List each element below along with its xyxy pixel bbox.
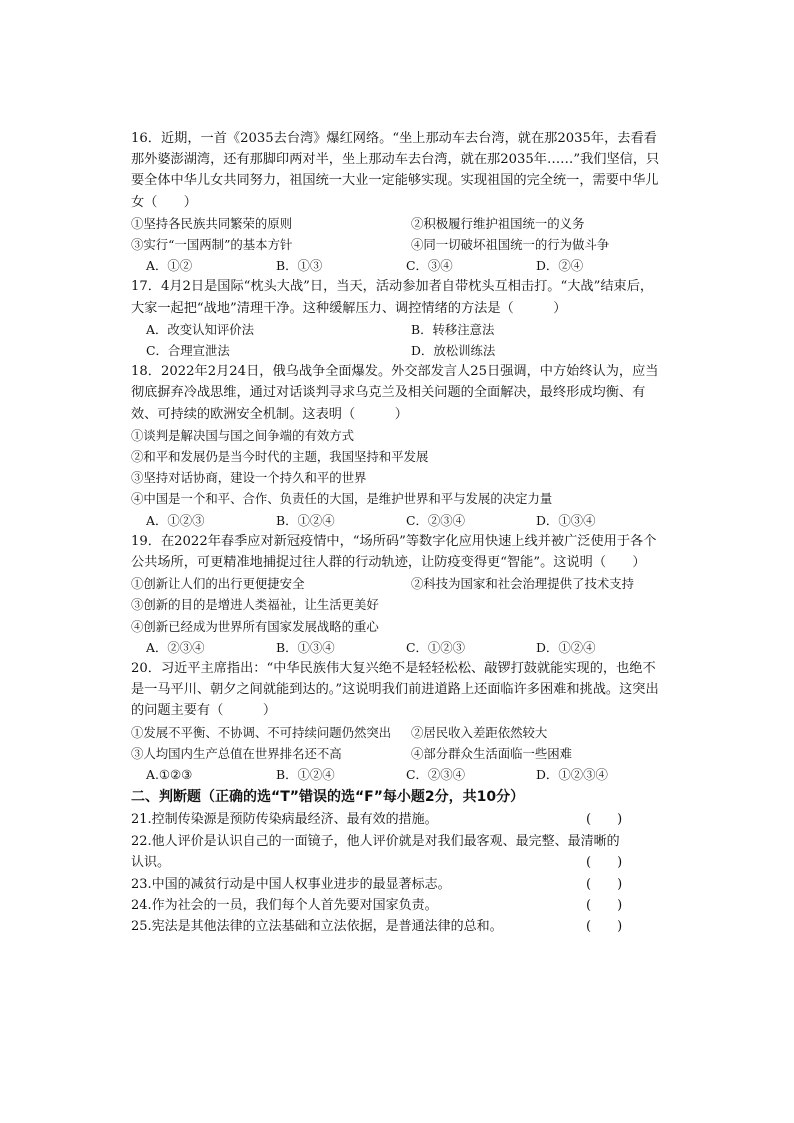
judge-item-25 (131, 916, 666, 937)
statement: ②和平和发展仍是当今时代的主题，我国坚持和平发展 (131, 449, 429, 465)
statement: ②积极履行维护祖国统一的义务 (411, 215, 585, 231)
question-20-options (131, 764, 666, 785)
question-16-statements-row-1 (131, 213, 666, 234)
question-17-options-row-2 (131, 340, 666, 361)
option-a: A．①②③ (146, 512, 205, 528)
option-b: B．转移注意法 (411, 321, 495, 337)
question-16-stem: 16．近期，一首《2035去台湾》爆红网络。“坐上那动车去台湾，就在那2035年，去看看那外婆澎湖湾，还有那脚印两对半，坐上那动车去台湾，就在那2035年……”我们坚信，只要全体中华儿女共同努力，祖国统一大业一定能够实现。实现祖国的完全统一，需要中华儿女（ ） (131, 131, 660, 210)
statement: ④同一切破坏祖国统一的行为做斗争 (411, 237, 610, 253)
option-c: C．②③④ (406, 512, 466, 528)
option-a: A．改变认知评价法 (146, 321, 255, 337)
answer-blank[interactable]: ( ) (586, 876, 623, 892)
option-d: D．①②④ (536, 639, 596, 655)
answer-blank[interactable]: ( ) (586, 855, 623, 871)
answer-blank[interactable]: ( ) (586, 919, 623, 935)
option-a: A．①② (146, 258, 193, 274)
question-20-stem: 20．习近平主席指出：“中华民族伟大复兴绝不是轻轻松松、敲锣打鼓就能实现的，也绝不是一马平川、朝夕之间就能到达的。”这说明我们前进道路上还面临许多困难和挑战。这突出的问题主要有（ ） (131, 661, 659, 719)
option-a: A.①②③ (146, 767, 193, 783)
judge-text-continued: 认识。 (131, 855, 171, 871)
question-19-options (131, 637, 666, 658)
question-20-statements-row-2 (131, 743, 666, 764)
judge-text: 22.他人评价是认识自己的一面镜子，他人评价就是对我们最客观、最完整、最清晰的 (131, 833, 620, 849)
option-d: D．①②③④ (536, 767, 608, 783)
statement: ①坚持各民族共同繁荣的原则 (131, 215, 293, 231)
statement: ①谈判是解决国与国之间争端的有效方式 (131, 427, 355, 443)
judge-item-22 (131, 831, 666, 852)
exam-page (131, 128, 666, 938)
option-b: B．①③④ (276, 639, 335, 655)
question-20-statements-row-1 (131, 722, 666, 743)
statement: ③人均国内生产总值在世界排名还不高 (131, 745, 342, 761)
option-c: C．③④ (406, 258, 453, 274)
statement: ③实行“一国两制”的基本方针 (131, 237, 293, 253)
option-a: A．②③④ (146, 639, 205, 655)
answer-blank[interactable]: ( ) (586, 897, 623, 913)
option-b: B．①②④ (276, 512, 335, 528)
statement: ④中国是一个和平、合作、负责任的大国，是维护世界和平与发展的决定力量 (131, 491, 553, 507)
option-c: C．合理宣泄法 (146, 343, 230, 359)
statement: ③坚持对话协商，建设一个持久和平的世界 (131, 470, 367, 486)
judge-item-24 (131, 895, 666, 916)
statement: ①发展不平衡、不协调、不可持续问题仍然突出 (131, 724, 392, 740)
judge-text: 21.控制传染源是预防传染病最经济、最有效的措施。 (131, 812, 438, 828)
judge-item-23 (131, 874, 666, 895)
option-d: D．①③④ (536, 512, 596, 528)
option-d: D．放松训练法 (411, 343, 496, 359)
question-18-options (131, 510, 666, 531)
judge-item-21 (131, 809, 666, 830)
option-b: B．①②④ (276, 767, 335, 783)
question-16-options (131, 255, 666, 276)
statement: ④创新已经成为世界所有国家发展战略的重心 (131, 618, 379, 634)
statement: ①创新让人们的出行更便捷安全 (131, 576, 305, 592)
option-b: B．①③ (276, 258, 323, 274)
question-16-statements-row-2 (131, 234, 666, 255)
option-c: C．①②③ (406, 639, 466, 655)
option-d: D．②④ (536, 258, 584, 274)
question-18-stem: 18．2022年2月24日，俄乌战争全面爆发。外交部发言人25日强调，中方始终认为，应当彻底摒弃冷战思维，通过对话谈判寻求乌克兰及相关问题的全面解决，最终形成均衡、有效、可持续的欧洲安全机制。这表明（ ） (131, 364, 659, 422)
question-17-options-row-1 (131, 319, 666, 340)
statement: ②居民收入差距依然较大 (411, 724, 548, 740)
answer-blank[interactable]: ( ) (586, 812, 623, 828)
judge-item-22-continued (131, 852, 666, 873)
question-19-stem: 19．在2022年春季应对新冠疫情中，“场所码”等数字化应用快速上线并被广泛使用于各个公共场所，可更精准地捕捉过往人群的行动轨迹，让防疫变得更“智能”。这说明（ ） (131, 533, 657, 571)
judge-text: 24.作为社会的一员，我们每个人首先要对国家负责。 (131, 897, 438, 913)
question-17-stem: 17．4月2日是国际“枕头大战”日，当天，活动参加者自带枕头互相击打。“大战”结束后，大家一起把“战地”清理干净。这种缓解压力、调控情绪的方法是（ ） (131, 279, 654, 316)
judge-text: 23.中国的减贫行动是中国人权事业进步的最显著标志。 (131, 876, 451, 892)
statement: ③创新的目的是增进人类福祉，让生活更美好 (131, 597, 379, 613)
judge-text: 25.宪法是其他法律的立法基础和立法依据，是普通法律的总和。 (131, 919, 503, 935)
section-heading-true-false: 二、判断题（正确的选“T”错误的选“F”每小题2分，共10分） (131, 789, 525, 806)
statement: ②科技为国家和社会治理提供了技术支持 (411, 576, 635, 592)
option-c: C．②③④ (406, 767, 466, 783)
question-19-statements-row-1 (131, 573, 666, 594)
statement: ④部分群众生活面临一些困难 (411, 745, 573, 761)
